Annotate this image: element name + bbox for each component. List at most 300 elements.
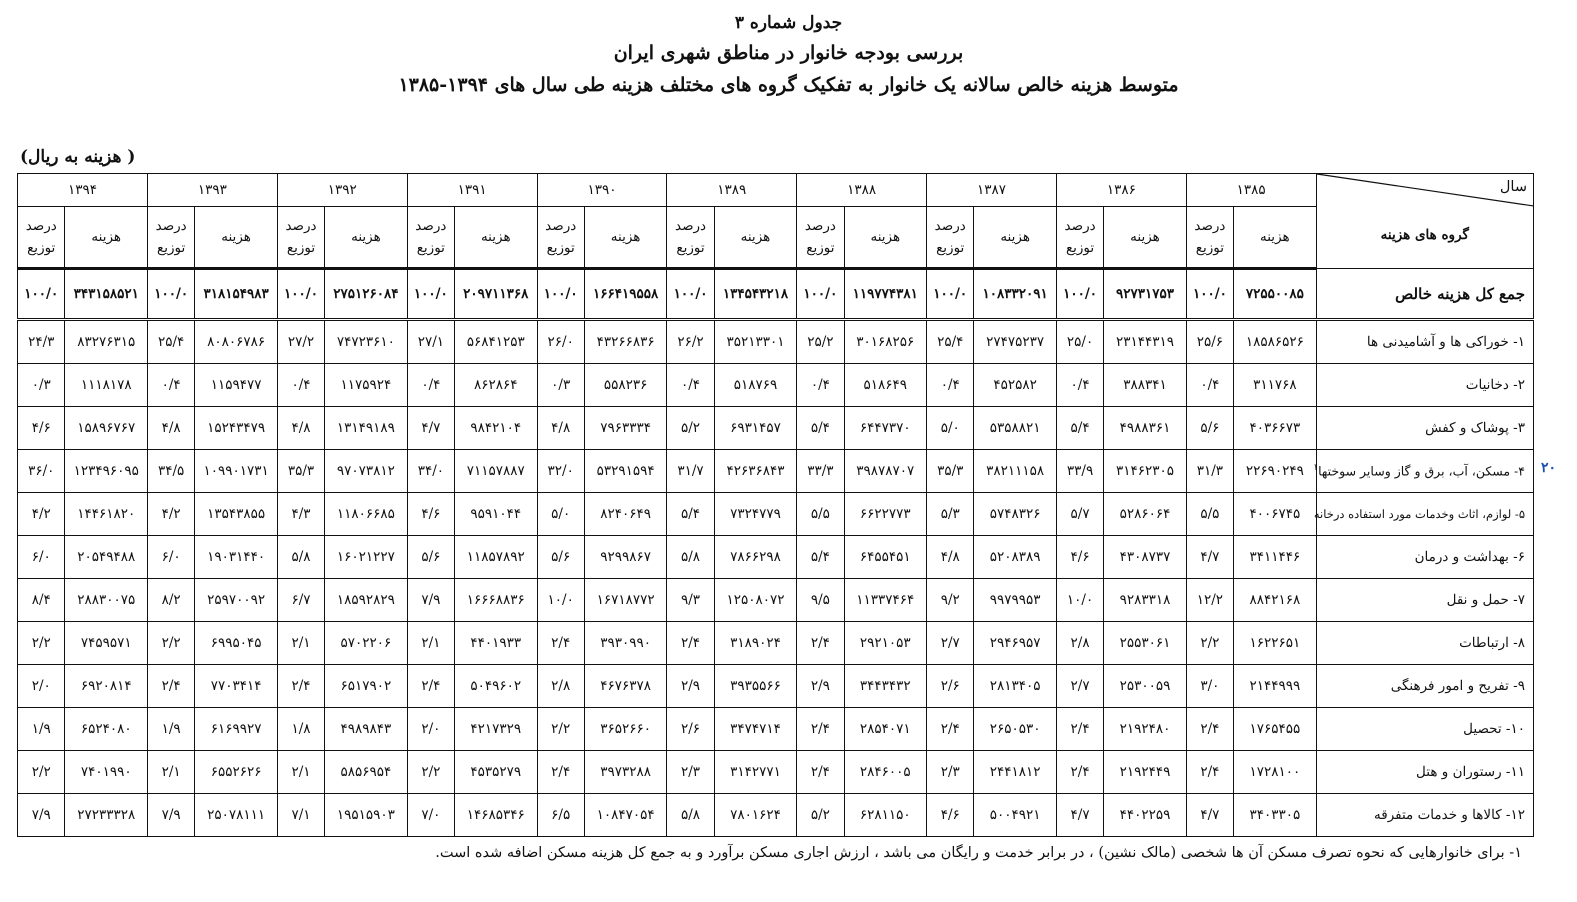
cost-value: ۲۳۱۴۴۳۱۹ — [1104, 320, 1187, 364]
cost-value: ۴۹۸۸۳۶۱ — [1104, 407, 1187, 450]
pct-value: ۵/۷ — [1056, 493, 1103, 536]
pct-value: ۱۲/۲ — [1186, 579, 1233, 622]
pct-value: ۴/۸ — [537, 407, 584, 450]
pct-value: ۴/۷ — [1186, 794, 1233, 837]
pct-value: ۷/۹ — [407, 579, 454, 622]
pct-value: ۰/۳ — [18, 364, 65, 407]
pct-value: ۰/۴ — [1186, 364, 1233, 407]
pct-value: ۵/۲ — [797, 794, 844, 837]
pct-value: ۲/۴ — [537, 622, 584, 665]
pct-value: ۲/۸ — [1056, 622, 1103, 665]
pct-col-header — [797, 207, 844, 269]
cost-value: ۳۹۸۷۸۷۰۷ — [844, 450, 927, 493]
cost-col-header: هزینه — [1104, 207, 1187, 269]
pct-value: ۱۰/۰ — [1056, 579, 1103, 622]
pct-value: ۱۰۰/۰ — [927, 269, 974, 320]
row-label — [1316, 320, 1533, 364]
cost-value: ۴۲۶۳۶۸۴۳ — [714, 450, 797, 493]
cost-value: ۳۸۲۱۱۱۵۸ — [974, 450, 1057, 493]
cost-value: ۵۱۸۶۴۹ — [844, 364, 927, 407]
table-row — [18, 536, 1534, 579]
cost-value: ۹۹۷۹۹۵۳ — [974, 579, 1057, 622]
pct-value: ۱۰۰/۰ — [797, 269, 844, 320]
table-row — [18, 450, 1534, 493]
pct-value: ۴/۶ — [18, 407, 65, 450]
cost-value: ۹۷۰۷۳۸۱۲ — [325, 450, 408, 493]
pct-value: ۲/۴ — [927, 708, 974, 751]
year-header: ۱۳۸۶ — [1056, 174, 1186, 207]
cost-value: ۵۳۲۹۱۵۹۴ — [584, 450, 667, 493]
table-row — [18, 794, 1534, 837]
pct-value: ۴/۸ — [927, 536, 974, 579]
cost-value: ۲۹۲۱۰۵۳ — [844, 622, 927, 665]
pct-value: ۳۴/۰ — [407, 450, 454, 493]
cost-value: ۵۰۴۹۶۰۲ — [455, 665, 538, 708]
cost-value: ۸۲۴۰۶۴۹ — [584, 493, 667, 536]
cost-value: ۱۶۷۱۸۷۷۲ — [584, 579, 667, 622]
year-header: ۱۳۹۳ — [148, 174, 278, 207]
pct-value: ۵/۰ — [537, 493, 584, 536]
footnote-marker: ۱ — [1313, 462, 1319, 473]
pct-label-top: درصد — [1064, 218, 1096, 234]
pct-value: ۲۶/۲ — [667, 320, 714, 364]
pct-label-top: درصد — [285, 218, 317, 234]
pct-value: ۴/۷ — [1186, 536, 1233, 579]
year-header: ۱۳۹۰ — [537, 174, 667, 207]
page-number: ۲۰ — [1541, 460, 1557, 476]
cost-value: ۲۱۹۲۴۸۰ — [1104, 708, 1187, 751]
cost-value: ۴۰۳۶۶۷۳ — [1234, 407, 1317, 450]
cost-col-header: هزینه — [455, 207, 538, 269]
pct-value: ۴/۲ — [148, 493, 195, 536]
pct-label-bottom: توزیع — [1065, 240, 1095, 256]
pct-value: ۳۴/۵ — [148, 450, 195, 493]
cost-value: ۷۴۵۹۵۷۱ — [65, 622, 148, 665]
pct-value: ۳۳/۳ — [797, 450, 844, 493]
cost-value: ۱۱۹۷۷۴۳۸۱ — [844, 269, 927, 320]
cost-value: ۸۳۲۷۶۳۱۵ — [65, 320, 148, 364]
row-label: جمع کل هزینه خالص — [1316, 269, 1533, 320]
pct-value: ۲/۴ — [537, 751, 584, 794]
pct-value: ۱۰۰/۰ — [667, 269, 714, 320]
pct-value: ۹/۳ — [667, 579, 714, 622]
cost-value: ۴۴۰۱۹۳۳ — [455, 622, 538, 665]
table-subtitle: متوسط هزینه خالص سالانه یک خانوار به تفکیک گروه های مختلف هزینه طی سال های ۱۳۹۴-۱۳۸۵ — [398, 74, 1179, 96]
pct-value: ۲۷/۲ — [277, 320, 324, 364]
cost-value: ۸۶۲۸۶۴ — [455, 364, 538, 407]
pct-col-header — [277, 207, 324, 269]
pct-value: ۲/۶ — [667, 708, 714, 751]
pct-label-bottom: توزیع — [806, 240, 835, 256]
cost-value: ۱۴۴۶۱۸۲۰ — [65, 493, 148, 536]
year-header: ۱۳۹۱ — [407, 174, 537, 207]
cost-value: ۵۱۸۷۶۹ — [714, 364, 797, 407]
cost-value: ۲۸۴۶۰۰۵ — [844, 751, 927, 794]
pct-value: ۲/۴ — [1186, 708, 1233, 751]
pct-label-top: درصد — [934, 218, 966, 234]
pct-value: ۲۵/۰ — [1056, 320, 1103, 364]
cost-value: ۶۴۵۵۴۵۱ — [844, 536, 927, 579]
pct-value: ۰/۴ — [797, 364, 844, 407]
pct-value: ۵/۸ — [667, 536, 714, 579]
cost-value: ۲۸۱۳۴۰۵ — [974, 665, 1057, 708]
pct-value: ۱۰۰/۰ — [1056, 269, 1103, 320]
cost-value: ۱۱۸۰۶۶۸۵ — [325, 493, 408, 536]
pct-value: ۲/۴ — [407, 665, 454, 708]
row-label-text: ۱- خوراکی ها و آشامیدنی ها — [1366, 334, 1525, 350]
pct-value: ۲/۴ — [1056, 708, 1103, 751]
cost-value: ۱۷۲۸۱۰۰ — [1234, 751, 1317, 794]
cost-value: ۴۶۷۶۳۷۸ — [584, 665, 667, 708]
cost-value: ۶۵۲۴۰۸۰ — [65, 708, 148, 751]
pct-value: ۳۱/۳ — [1186, 450, 1233, 493]
pct-value: ۳۳/۹ — [1056, 450, 1103, 493]
pct-value: ۷/۱ — [277, 794, 324, 837]
cost-value: ۱۱۵۹۴۷۷ — [195, 364, 278, 407]
pct-label-top: درصد — [545, 218, 577, 234]
cost-value: ۳۴۷۴۷۱۴ — [714, 708, 797, 751]
row-label — [1313, 450, 1533, 493]
pct-value: ۰/۴ — [277, 364, 324, 407]
cost-value: ۳۶۵۲۶۶۰ — [584, 708, 667, 751]
cost-value: ۱۶۲۲۶۵۱ — [1234, 622, 1317, 665]
pct-value: ۷/۹ — [148, 794, 195, 837]
cost-value: ۳۴۴۳۴۳۲ — [844, 665, 927, 708]
pct-value: ۷/۰ — [407, 794, 454, 837]
cost-value: ۷۸۰۱۶۲۴ — [714, 794, 797, 837]
row-label-text: ۱۱- رستوران و هتل — [1416, 764, 1525, 780]
pct-value: ۴/۶ — [1056, 536, 1103, 579]
pct-value: ۲/۴ — [1056, 751, 1103, 794]
cost-value: ۱۶۶۶۸۸۳۶ — [455, 579, 538, 622]
cost-value: ۴۲۱۷۳۲۹ — [455, 708, 538, 751]
row-label — [1316, 751, 1533, 794]
pct-value: ۲/۰ — [407, 708, 454, 751]
cost-value: ۳۹۳۵۵۶۶ — [714, 665, 797, 708]
cost-value: ۳۱۸۹۰۲۴ — [714, 622, 797, 665]
pct-value: ۱۰۰/۰ — [407, 269, 454, 320]
pct-value: ۲/۱ — [148, 751, 195, 794]
row-label-text: ۶- بهداشت و درمان — [1414, 549, 1525, 565]
table-row — [18, 364, 1534, 407]
pct-value: ۲/۴ — [797, 708, 844, 751]
pct-col-header — [18, 207, 65, 269]
pct-value: ۲/۴ — [797, 622, 844, 665]
cost-value: ۲۶۵۰۵۳۰ — [974, 708, 1057, 751]
cost-value: ۱۰۹۹۰۱۷۳۱ — [195, 450, 278, 493]
pct-col-header — [667, 207, 714, 269]
cost-value: ۵۶۸۴۱۲۵۳ — [455, 320, 538, 364]
pct-value: ۳۲/۰ — [537, 450, 584, 493]
cost-value: ۶۶۲۲۷۷۳ — [844, 493, 927, 536]
cost-value: ۳۱۴۲۷۷۱ — [714, 751, 797, 794]
row-label-text: ۵- لوازم، اثاث وخدمات مورد استفاده درخانه — [1313, 507, 1525, 521]
pct-value: ۲۷/۱ — [407, 320, 454, 364]
cost-value: ۲۷۴۷۵۲۳۷ — [974, 320, 1057, 364]
pct-value: ۱۰۰/۰ — [1186, 269, 1233, 320]
cost-value: ۶۲۸۱۱۵۰ — [844, 794, 927, 837]
pct-value: ۲/۴ — [277, 665, 324, 708]
pct-value: ۲۴/۳ — [18, 320, 65, 364]
pct-value: ۲۵/۴ — [927, 320, 974, 364]
cost-value: ۷۴۰۱۹۹۰ — [65, 751, 148, 794]
table-row — [18, 407, 1534, 450]
cost-value: ۳۰۱۶۸۲۵۶ — [844, 320, 927, 364]
row-label-text: ۱۰- تحصیل — [1463, 721, 1525, 737]
pct-value: ۵/۶ — [407, 536, 454, 579]
cost-value: ۷۸۶۶۲۹۸ — [714, 536, 797, 579]
cost-value: ۱۶۰۲۱۲۲۷ — [325, 536, 408, 579]
pct-value: ۱/۹ — [18, 708, 65, 751]
pct-value: ۰/۴ — [667, 364, 714, 407]
row-label-text: ۸- ارتباطات — [1459, 635, 1525, 651]
pct-value: ۱/۸ — [277, 708, 324, 751]
pct-value: ۲/۷ — [1056, 665, 1103, 708]
cost-value: ۲۰۵۴۹۴۸۸ — [65, 536, 148, 579]
row-label-text: ۷- حمل و نقل — [1446, 592, 1525, 608]
year-header: ۱۳۹۴ — [18, 174, 148, 207]
year-header: ۱۳۸۷ — [927, 174, 1057, 207]
cost-value: ۶۹۳۱۴۵۷ — [714, 407, 797, 450]
cost-value: ۱۴۶۸۵۳۴۶ — [455, 794, 538, 837]
pct-value: ۲/۹ — [797, 665, 844, 708]
row-label-text: ۲- دخانیات — [1465, 377, 1525, 393]
pct-value: ۳/۰ — [1186, 665, 1233, 708]
pct-value: ۲/۲ — [18, 622, 65, 665]
pct-value: ۱/۹ — [148, 708, 195, 751]
pct-label-top: درصد — [25, 218, 57, 234]
pct-value: ۲/۲ — [148, 622, 195, 665]
cost-value: ۷۹۶۳۳۳۴ — [584, 407, 667, 450]
pct-value: ۲/۱ — [407, 622, 454, 665]
cost-value: ۲۷۲۳۳۳۲۸ — [65, 794, 148, 837]
cost-value: ۲۵۵۳۰۶۱ — [1104, 622, 1187, 665]
pct-value: ۵/۴ — [667, 493, 714, 536]
table-row — [18, 622, 1534, 665]
cost-value: ۱۷۶۵۴۵۵ — [1234, 708, 1317, 751]
cost-value: ۱۰۸۳۳۲۰۹۱ — [974, 269, 1057, 320]
cost-value: ۳۸۸۳۴۱ — [1104, 364, 1187, 407]
pct-value: ۵/۶ — [537, 536, 584, 579]
cost-value: ۲۵۰۷۸۱۱۱ — [195, 794, 278, 837]
cost-value: ۱۵۲۴۳۴۷۹ — [195, 407, 278, 450]
year-header: ۱۳۸۵ — [1186, 174, 1316, 207]
cost-value: ۱۲۳۴۹۶۰۹۵ — [65, 450, 148, 493]
cost-value: ۱۹۰۳۱۴۴۰ — [195, 536, 278, 579]
cost-value: ۲۸۸۳۰۰۷۵ — [65, 579, 148, 622]
pct-value: ۲۵/۴ — [148, 320, 195, 364]
cost-col-header: هزینه — [325, 207, 408, 269]
pct-value: ۲/۷ — [927, 622, 974, 665]
cost-value: ۶۵۵۲۶۲۶ — [195, 751, 278, 794]
pct-value: ۲/۴ — [667, 622, 714, 665]
total-row — [18, 269, 1534, 320]
pct-label-bottom: توزیع — [416, 240, 445, 256]
pct-value: ۲/۱ — [277, 622, 324, 665]
pct-value: ۵/۴ — [1056, 407, 1103, 450]
table-row — [18, 493, 1534, 536]
pct-value: ۶/۵ — [537, 794, 584, 837]
cost-value: ۱۵۸۹۶۷۶۷ — [65, 407, 148, 450]
pct-value: ۵/۲ — [667, 407, 714, 450]
cost-value: ۲۲۶۹۰۲۴۹ — [1234, 450, 1317, 493]
cost-col-header: هزینه — [844, 207, 927, 269]
cost-value: ۳۹۳۰۹۹۰ — [584, 622, 667, 665]
cost-value: ۳۴۳۱۵۸۵۲۱ — [65, 269, 148, 320]
pct-col-header — [1186, 207, 1233, 269]
cost-value: ۵۲۸۶۰۶۴ — [1104, 493, 1187, 536]
pct-value: ۶/۷ — [277, 579, 324, 622]
cost-value: ۲۹۴۶۹۵۷ — [974, 622, 1057, 665]
table-row — [18, 579, 1534, 622]
group-axis-label: گروه های هزینه — [1380, 227, 1469, 243]
table-row — [18, 665, 1534, 708]
row-label — [1316, 536, 1533, 579]
cost-value: ۵۳۵۸۸۲۱ — [974, 407, 1057, 450]
pct-value: ۲/۲ — [407, 751, 454, 794]
cost-value: ۵۷۰۲۲۰۶ — [325, 622, 408, 665]
cost-value: ۱۶۶۴۱۹۵۵۸ — [584, 269, 667, 320]
cost-value: ۲۵۳۰۰۵۹ — [1104, 665, 1187, 708]
pct-value: ۲/۳ — [667, 751, 714, 794]
pct-value: ۲/۹ — [667, 665, 714, 708]
pct-value: ۵/۴ — [797, 407, 844, 450]
pct-value: ۲/۴ — [148, 665, 195, 708]
pct-value: ۲/۶ — [927, 665, 974, 708]
row-label — [1316, 708, 1533, 751]
cost-col-header: هزینه — [195, 207, 278, 269]
header-group-cell — [1316, 174, 1533, 269]
cost-value: ۱۸۵۹۲۸۲۹ — [325, 579, 408, 622]
cost-value: ۹۲۷۳۱۷۵۳ — [1104, 269, 1187, 320]
pct-value: ۴/۲ — [18, 493, 65, 536]
pct-col-header — [537, 207, 584, 269]
pct-value: ۰/۳ — [537, 364, 584, 407]
pct-value: ۲۶/۰ — [537, 320, 584, 364]
cost-value: ۵۸۵۶۹۵۴ — [325, 751, 408, 794]
cost-value: ۳۱۱۷۶۸ — [1234, 364, 1317, 407]
table-row — [18, 751, 1534, 794]
pct-value: ۲/۲ — [1186, 622, 1233, 665]
budget-table — [17, 173, 1534, 837]
row-label — [1316, 407, 1533, 450]
cost-value: ۹۸۴۲۱۰۴ — [455, 407, 538, 450]
pct-value: ۲۵/۶ — [1186, 320, 1233, 364]
cost-value: ۸۸۴۲۱۶۸ — [1234, 579, 1317, 622]
pct-col-header — [927, 207, 974, 269]
table-number: جدول شماره ۳ — [734, 13, 843, 33]
cost-value: ۷۳۲۴۷۷۹ — [714, 493, 797, 536]
row-label-text: ۹- تفریح و امور فرهنگی — [1390, 678, 1525, 694]
unit-note: ( هزینه به ریال) — [20, 147, 136, 167]
cost-value: ۲۵۹۷۰۰۹۲ — [195, 579, 278, 622]
cost-col-header: هزینه — [584, 207, 667, 269]
cost-value: ۲۱۹۲۴۴۹ — [1104, 751, 1187, 794]
pct-value: ۲/۲ — [537, 708, 584, 751]
pct-col-header — [148, 207, 195, 269]
cost-value: ۶۵۱۷۹۰۲ — [325, 665, 408, 708]
cost-value: ۸۰۸۰۶۷۸۶ — [195, 320, 278, 364]
cost-value: ۷۴۷۲۳۶۱۰ — [325, 320, 408, 364]
pct-value: ۲/۲ — [18, 751, 65, 794]
pct-label-top: درصد — [415, 218, 447, 234]
pct-value: ۱۰۰/۰ — [277, 269, 324, 320]
cost-value: ۶۴۴۷۳۷۰ — [844, 407, 927, 450]
pct-label-bottom: توزیع — [676, 240, 705, 256]
pct-value: ۵/۰ — [927, 407, 974, 450]
cost-value: ۱۱۱۸۱۷۸ — [65, 364, 148, 407]
cost-value: ۱۳۴۵۴۳۲۱۸ — [714, 269, 797, 320]
cost-value: ۱۰۸۴۷۰۵۴ — [584, 794, 667, 837]
pct-value: ۲/۴ — [797, 751, 844, 794]
pct-label-top: درصد — [1194, 218, 1226, 234]
pct-value: ۵/۸ — [277, 536, 324, 579]
pct-value: ۱۰/۰ — [537, 579, 584, 622]
cost-value: ۱۸۵۸۶۵۲۶ — [1234, 320, 1317, 364]
pct-value: ۹/۵ — [797, 579, 844, 622]
cost-value: ۴۳۲۶۶۸۳۶ — [584, 320, 667, 364]
table-title: بررسی بودجه خانوار در مناطق شهری ایران — [613, 42, 964, 64]
cost-value: ۳۵۲۱۳۳۰۱ — [714, 320, 797, 364]
cost-value: ۷۱۱۵۷۸۸۷ — [455, 450, 538, 493]
cost-value: ۱۱۳۳۷۴۶۴ — [844, 579, 927, 622]
year-header: ۱۳۹۲ — [277, 174, 407, 207]
pct-value: ۵/۴ — [797, 536, 844, 579]
cost-value: ۳۱۴۶۲۳۰۵ — [1104, 450, 1187, 493]
pct-value: ۵/۵ — [1186, 493, 1233, 536]
pct-value: ۱۰۰/۰ — [18, 269, 65, 320]
pct-value: ۶/۰ — [148, 536, 195, 579]
pct-value: ۲/۳ — [927, 751, 974, 794]
cost-value: ۴۹۸۹۸۴۳ — [325, 708, 408, 751]
pct-label-top: درصد — [155, 218, 187, 234]
row-label — [1316, 364, 1533, 407]
year-header: ۱۳۸۸ — [797, 174, 927, 207]
row-label — [1316, 622, 1533, 665]
pct-label-top: درصد — [804, 218, 836, 234]
pct-value: ۳۵/۳ — [927, 450, 974, 493]
row-label — [1316, 794, 1533, 837]
pct-value: ۹/۲ — [927, 579, 974, 622]
pct-col-header — [407, 207, 454, 269]
cost-value: ۵۷۴۸۳۲۶ — [974, 493, 1057, 536]
pct-value: ۲۵/۲ — [797, 320, 844, 364]
pct-label-bottom: توزیع — [157, 240, 186, 256]
pct-value: ۵/۶ — [1186, 407, 1233, 450]
footnote: ۱- برای خانوارهایی که نحوه تصرف مسکن آن ها شخصی (مالک نشین) ، در برابر خدمت و رایگان می باشد ، ارزش اجاری مسکن برآورد و به جمع کل هزینه مسکن اضافه شده است. — [435, 845, 1522, 861]
cost-value: ۴۵۲۵۸۲ — [974, 364, 1057, 407]
cost-value: ۹۲۹۹۸۶۷ — [584, 536, 667, 579]
pct-value: ۵/۳ — [927, 493, 974, 536]
cost-col-header: هزینه — [65, 207, 148, 269]
cost-value: ۵۵۸۲۳۶ — [584, 364, 667, 407]
pct-value: ۴/۶ — [407, 493, 454, 536]
cost-value: ۲۷۵۱۲۶۰۸۴ — [325, 269, 408, 320]
pct-value: ۲/۸ — [537, 665, 584, 708]
row-label-text: ۴- مسکن، آب، برق و گاز وسایر سوختها — [1318, 463, 1525, 479]
cost-value: ۵۰۰۴۹۲۱ — [974, 794, 1057, 837]
cost-value: ۶۹۹۵۰۴۵ — [195, 622, 278, 665]
cost-value: ۳۴۱۱۴۴۶ — [1234, 536, 1317, 579]
pct-value: ۰/۴ — [1056, 364, 1103, 407]
table-row — [18, 708, 1534, 751]
row-label-text: ۳- پوشاک و کفش — [1425, 420, 1525, 436]
pct-col-header — [1056, 207, 1103, 269]
pct-value: ۵/۵ — [797, 493, 844, 536]
pct-value: ۴/۶ — [927, 794, 974, 837]
title-block — [0, 10, 1577, 100]
cost-value: ۱۱۷۵۹۲۴ — [325, 364, 408, 407]
